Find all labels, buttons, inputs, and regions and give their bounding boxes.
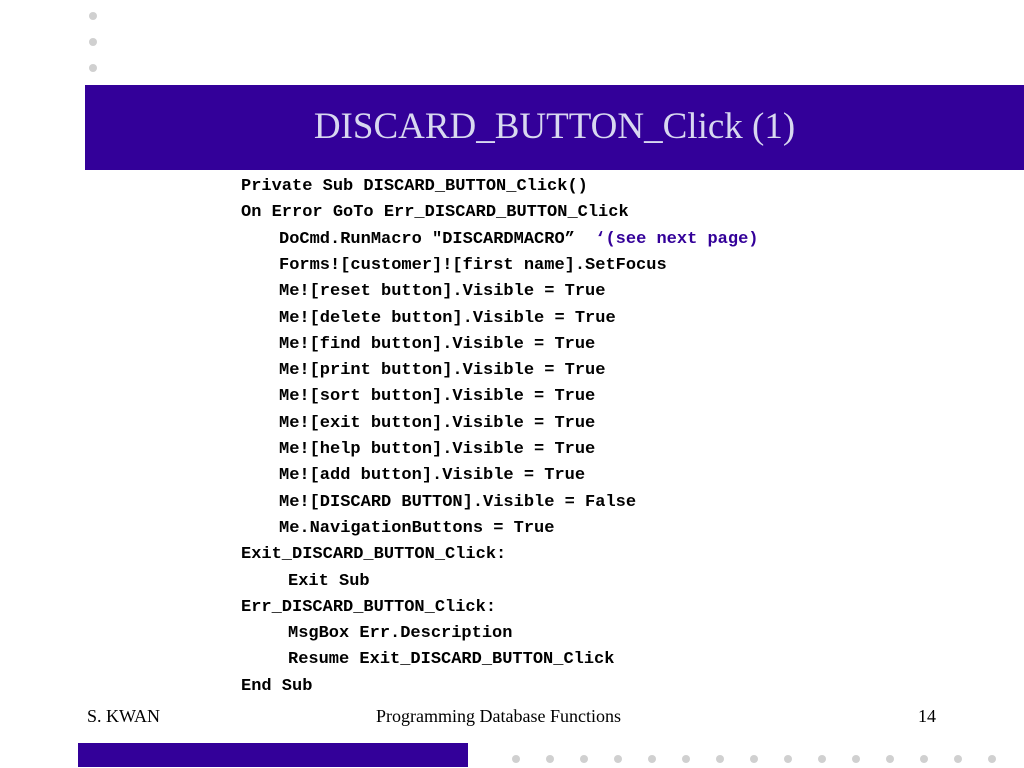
code-line [279,332,595,358]
footer-author: S. KWAN [87,706,161,726]
code-text: Exit_DISCARD_BUTTON_Click: [241,545,507,565]
decor-dot [614,755,622,763]
code-comment: ‘(see next page) [595,229,759,249]
code-line [279,279,605,305]
code-text: Me![delete button].Visible = True [279,308,616,328]
code-line [288,647,614,673]
decor-dot [89,38,97,46]
code-line [279,253,667,279]
code-text: Me![DISCARD BUTTON].Visible = False [279,492,637,512]
code-line [241,674,312,700]
code-text: Private Sub DISCARD_BUTTON_Click() [241,177,588,196]
decor-dot [988,755,996,763]
code-line [279,490,636,516]
decor-dot [89,64,97,72]
code-text: Forms![customer]![first name].SetFocus [279,255,667,275]
footer-accent-bar [78,743,468,767]
decor-dot [89,12,97,20]
decor-dot [648,755,656,763]
code-text: Me![help button].Visible = True [279,440,596,459]
code-text: Me![sort button].Visible = True [279,387,596,407]
code-text: MsgBox Err.Description [288,624,513,644]
decor-dot [852,755,860,763]
code-text: DoCmd.RunMacro "DISCARDMACRO” [279,229,575,249]
code-line [279,411,595,437]
decor-dot [546,755,554,763]
code-text: End Sub [241,676,313,696]
code-line [279,437,595,463]
code-line [279,463,585,489]
code-line [279,516,554,542]
code-line [279,358,605,384]
code-line [279,384,595,410]
decor-dot [886,755,894,763]
code-line [241,542,506,568]
code-text: Me![add button].Visible = True [279,466,586,486]
code-text: Me![exit button].Visible = True [279,413,596,433]
decor-dot [818,755,826,763]
decor-dot [716,755,724,763]
code-line [241,174,588,200]
code-text: Me![print button].Visible = True [279,361,606,381]
code-line [288,621,512,647]
code-text: Resume Exit_DISCARD_BUTTON_Click [288,650,615,670]
code-line [288,569,370,595]
code-text: Me![find button].Visible = True [279,334,596,354]
decor-dot [750,755,758,763]
title-banner [85,85,1024,170]
decor-dot [784,755,792,763]
code-line [279,306,616,332]
code-line [241,595,496,621]
footer-course: Programming Database Functions [376,706,621,726]
code-line [279,227,759,253]
code-text: Exit Sub [288,571,370,591]
decor-dot [580,755,588,763]
code-text: Err_DISCARD_BUTTON_Click: [241,597,497,617]
code-line [241,200,629,226]
code-text: On Error GoTo Err_DISCARD_BUTTON_Click [241,203,629,223]
code-text: Me![reset button].Visible = True [279,282,606,302]
decor-dot [920,755,928,763]
footer-page-number: 14 [918,706,936,726]
decor-dot [512,755,520,763]
decor-dot [954,755,962,763]
code-text: Me.NavigationButtons = True [279,518,555,538]
slide-title: DISCARD_BUTTON_Click (1) [313,106,796,147]
decor-dot [682,755,690,763]
